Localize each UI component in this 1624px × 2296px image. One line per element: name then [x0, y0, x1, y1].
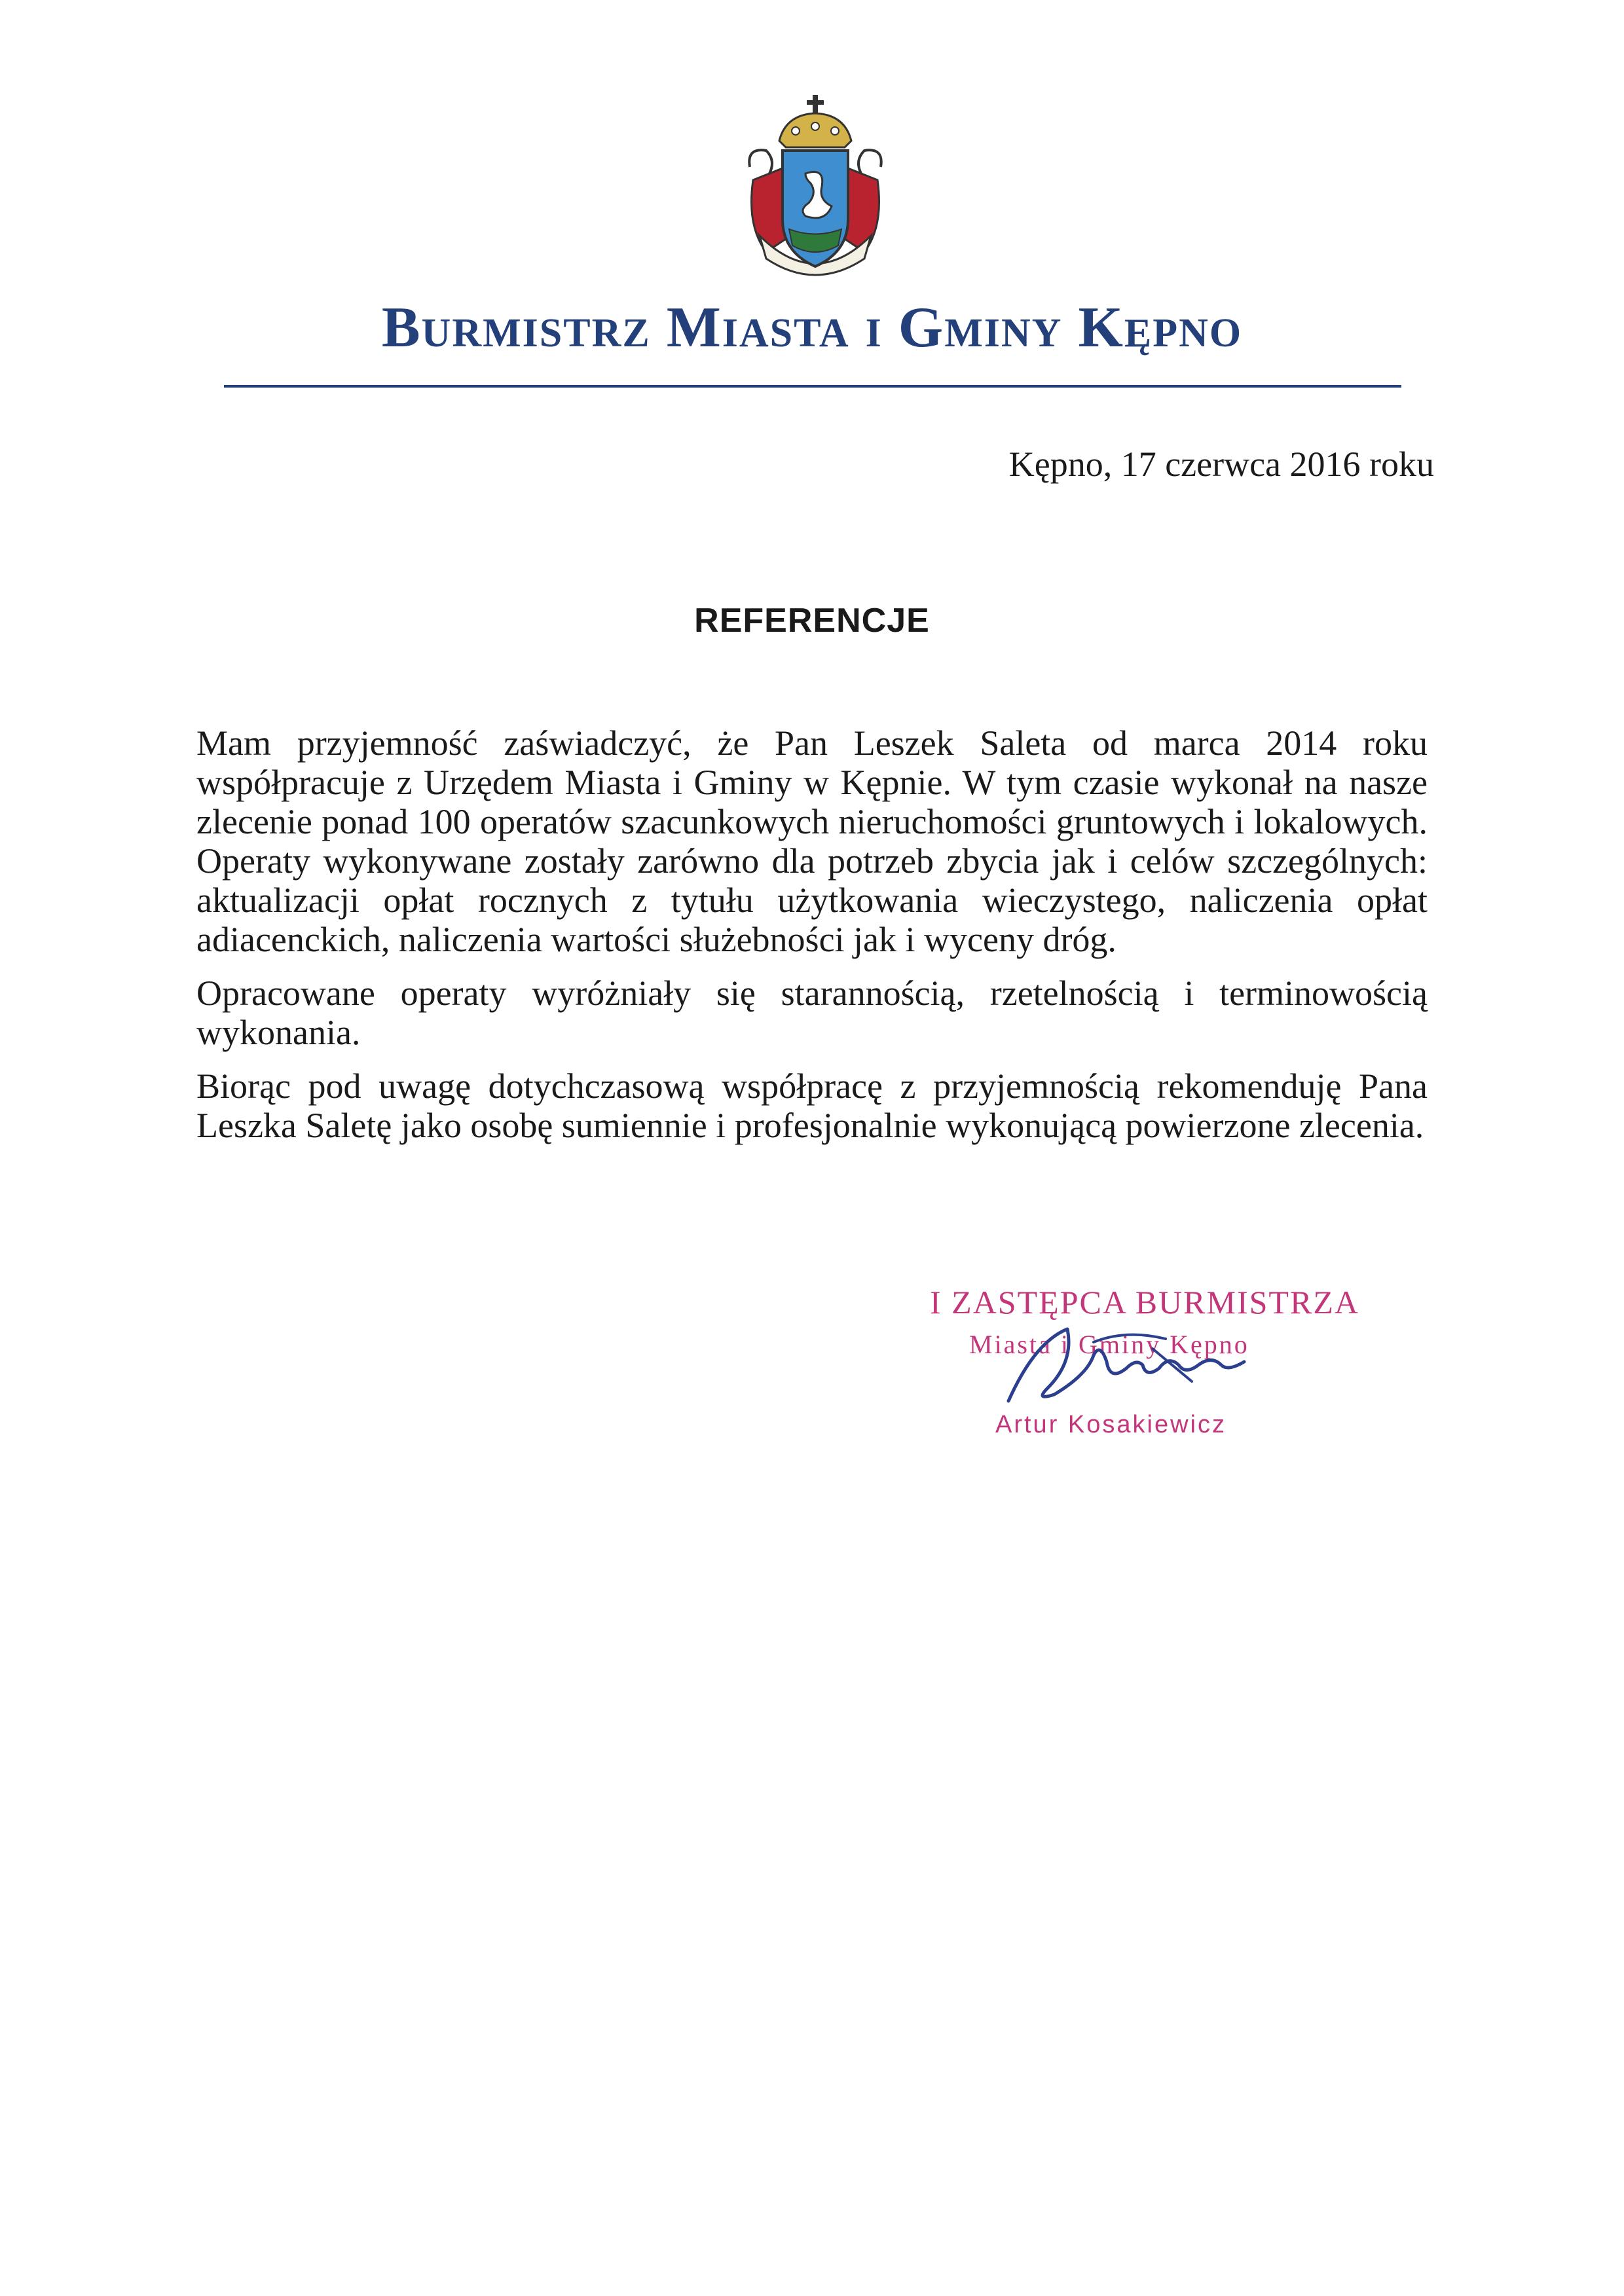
- paragraph-1-text: Mam przyjemność zaświadczyć, że Pan Leszek Saleta od marca 2014 roku współpracuje z Urzędem Miasta i Gminy w Kępnie. W tym czasie wykonał na nasze zlecenie ponad 100 operatów szacunkowych nieruchomości gruntowych i lokalowych. Operaty wykonywane zostały zarówno dla potrzeb zbycia jak i celów szczególnych: aktualizacji opłat rocznych z tytułu użytkowania wieczystego, naliczenia opłat: [196, 723, 1428, 920]
- stamp-name: Artur Kosakiewicz: [995, 1411, 1227, 1438]
- paragraph-3-text: Biorąc pod uwagę dotychczasową współpracę z przyjemnością rekomenduję Pana: [196, 1066, 1428, 1106]
- letterhead-title: Burmistrz Miasta i Gminy Kępno: [381, 296, 1243, 359]
- document-heading: REFERENCJE: [694, 602, 930, 640]
- handwritten-signature-icon: [995, 1303, 1283, 1421]
- coat-of-arms-icon: [740, 95, 891, 285]
- stamp-office: Miasta i Gminy Kępno: [969, 1330, 1249, 1359]
- letter-body: [196, 723, 1428, 1159]
- paragraph-1: [196, 723, 1428, 959]
- paragraph-2-last-line: wykonania.: [196, 1013, 361, 1052]
- paragraph-2-text: Opracowane operaty wyróżniały się starannością, rzetelnością i terminowością: [196, 974, 1428, 1013]
- paragraph-2: [196, 974, 1428, 1052]
- date-line: Kępno, 17 czerwca 2016 roku: [1008, 445, 1434, 484]
- paragraph-1-last-line: adiacenckich, naliczenia wartości służebności jak i wyceny dróg.: [196, 920, 1116, 959]
- letterhead-divider: [224, 385, 1401, 388]
- paragraph-3: [196, 1066, 1428, 1145]
- stamp-title: I ZASTĘPCA BURMISTRZA: [930, 1284, 1359, 1321]
- paragraph-3-last-line: Leszka Saletę jako osobę sumiennie i profesjonalnie wykonującą powierzone zlecenia.: [196, 1106, 1424, 1145]
